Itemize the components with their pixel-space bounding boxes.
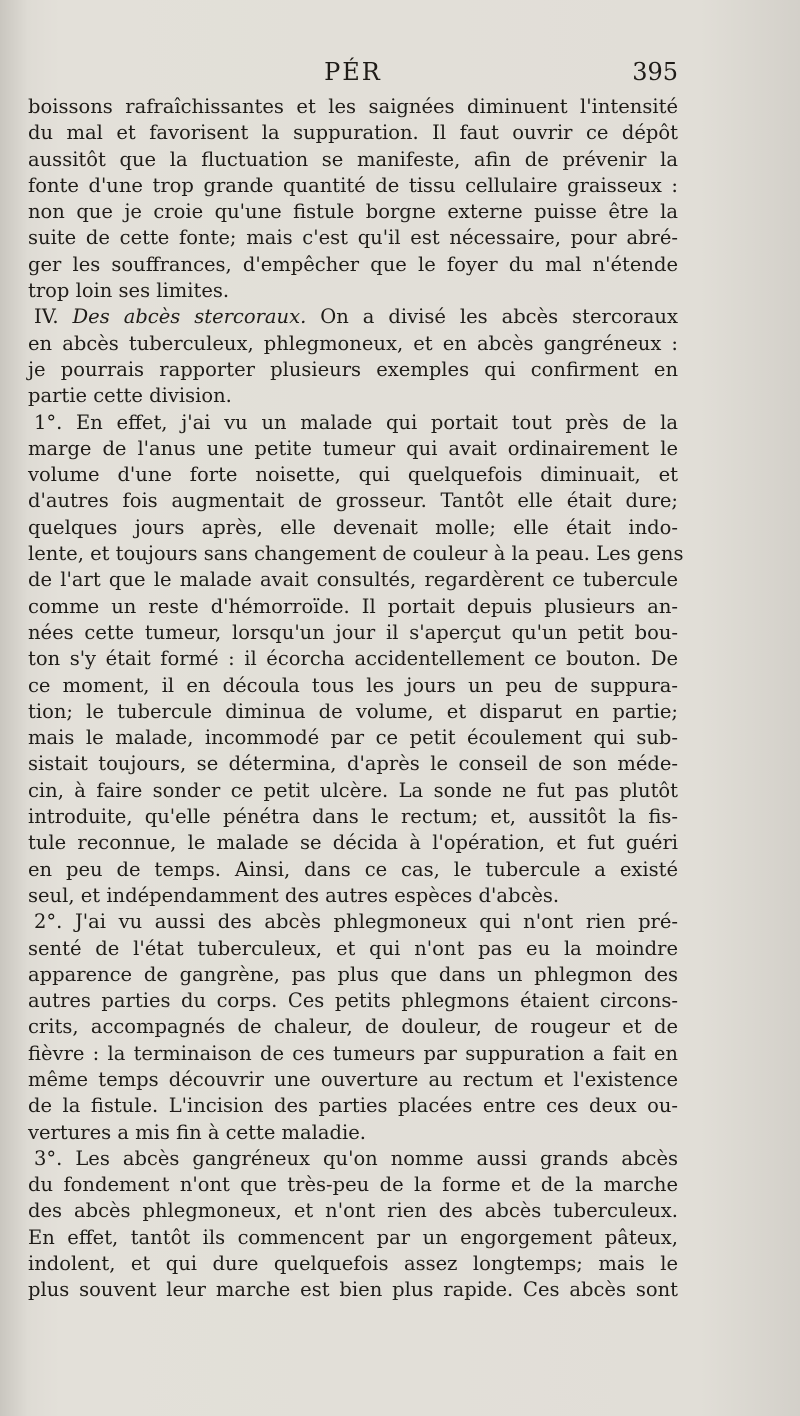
text-line: marge de l'anus une petite tumeur qui avait ordinairement le bbox=[28, 436, 678, 460]
text-line: trop loin ses limites. bbox=[28, 279, 230, 303]
text-line: du fondement n'ont que très-peu de la forme et de la marche bbox=[28, 1173, 678, 1197]
text-line: je pourrais rapporter plusieurs exemples qui confirment en bbox=[28, 357, 678, 381]
text-line: en peu de temps. Ainsi, dans ce cas, le tubercule a existé bbox=[28, 857, 678, 881]
text-line: En effet, tantôt ils commencent par un engorgement pâteux, bbox=[28, 1225, 678, 1249]
running-header bbox=[28, 58, 678, 94]
text-line: du mal et favorisent la suppuration. Il faut ouvrir ce dépôt bbox=[28, 121, 678, 145]
text-line: aussitôt que la fluctuation se manifeste, afin de prévenir la bbox=[28, 147, 678, 171]
text-line: volume d'une forte noisette, qui quelquefois diminuait, et bbox=[28, 463, 678, 487]
text-line: de l'art que le malade avait consultés, regardèrent ce tubercule bbox=[28, 568, 678, 592]
text-line: tion; le tubercule diminua de volume, et disparut en partie; bbox=[28, 699, 678, 723]
text-line bbox=[28, 304, 678, 330]
text-line: senté de l'état tuberculeux, et qui n'ont pas eu la moindre bbox=[28, 936, 678, 960]
text-line: partie cette division. bbox=[28, 384, 232, 408]
text-line: 1°. En effet, j'ai vu un malade qui portait tout près de la bbox=[34, 410, 678, 434]
text-line: cin, à faire sonder ce petit ulcère. La sonde ne fut pas plutôt bbox=[28, 778, 678, 802]
text-line: comme un reste d'hémorroïde. Il portait depuis plusieurs an- bbox=[28, 594, 678, 618]
text-line: de la fistule. L'incision des parties placées entre ces deux ou- bbox=[28, 1094, 678, 1118]
running-title: PÉR bbox=[324, 58, 382, 86]
text-line: autres parties du corps. Ces petits phlegmons étaient circons- bbox=[28, 989, 678, 1013]
text-line: ger les souffrances, d'empêcher que le foyer du mal n'étende bbox=[28, 252, 678, 276]
text-line: non que je croie qu'une fistule borgne externe puisse être la bbox=[28, 200, 678, 224]
text-line: vertures a mis fin à cette maladie. bbox=[28, 1120, 366, 1144]
text-line: plus souvent leur marche est bien plus rapide. Ces abcès sont bbox=[28, 1278, 678, 1302]
text-line: ton s'y était formé : il écorcha accidentellement ce bouton. De bbox=[28, 647, 678, 671]
text-line: seul, et indépendamment des autres espèces d'abcès. bbox=[28, 883, 560, 907]
text-line: introduite, qu'elle pénétra dans le rectum; et, aussitôt la fis- bbox=[28, 805, 678, 829]
section-number: IV. bbox=[34, 305, 73, 329]
text-line: fonte d'une trop grande quantité de tissu cellulaire graisseux : bbox=[28, 173, 678, 197]
line-text: On a divisé les abcès stercoraux bbox=[306, 305, 678, 329]
text-line: des abcès phlegmoneux, et n'ont rien des abcès tuberculeux. bbox=[28, 1199, 678, 1223]
text-line: 2°. J'ai vu aussi des abcès phlegmoneux qui n'ont rien pré- bbox=[34, 910, 678, 934]
text-line: d'autres fois augmentait de grosseur. Tantôt elle était dure; bbox=[28, 489, 678, 513]
text-line: même temps découvrir une ouverture au rectum et l'existence bbox=[28, 1067, 678, 1091]
text-line: boissons rafraîchissantes et les saignées diminuent l'intensité bbox=[28, 95, 678, 118]
text-line: indolent, et qui dure quelquefois assez longtemps; mais le bbox=[28, 1252, 678, 1276]
text-line: 3°. Les abcès gangréneux qu'on nomme aussi grands abcès bbox=[34, 1146, 678, 1170]
text-line: suite de cette fonte; mais c'est qu'il est nécessaire, pour abré- bbox=[28, 226, 678, 250]
page-number: 395 bbox=[632, 58, 678, 86]
text-line: crits, accompagnés de chaleur, de douleur, de rougeur et de bbox=[28, 1015, 678, 1039]
text-line: fièvre : la terminaison de ces tumeurs par suppuration a fait en bbox=[28, 1041, 678, 1065]
text-line: sistait toujours, se détermina, d'après le conseil de son méde- bbox=[28, 752, 678, 776]
text-line: tule reconnue, le malade se décida à l'opération, et fut guéri bbox=[28, 831, 678, 855]
text-line: nées cette tumeur, lorsqu'un jour il s'aperçut qu'un petit bou- bbox=[28, 620, 678, 644]
text-line: mais le malade, incommodé par ce petit écoulement qui sub- bbox=[28, 726, 678, 750]
body-text bbox=[28, 94, 684, 1304]
text-line: apparence de gangrène, pas plus que dans un phlegmon des bbox=[28, 962, 678, 986]
text-line: en abcès tuberculeux, phlegmoneux, et en abcès gangréneux : bbox=[28, 331, 678, 355]
text-line: lente, et toujours sans changement de couleur à la peau. Les gens bbox=[28, 542, 684, 566]
text-line: ce moment, il en découla tous les jours un peu de suppura- bbox=[28, 673, 678, 697]
text-line: quelques jours après, elle devenait molle; elle était indo- bbox=[28, 515, 678, 539]
section-heading: Des abcès stercoraux. bbox=[72, 305, 307, 329]
